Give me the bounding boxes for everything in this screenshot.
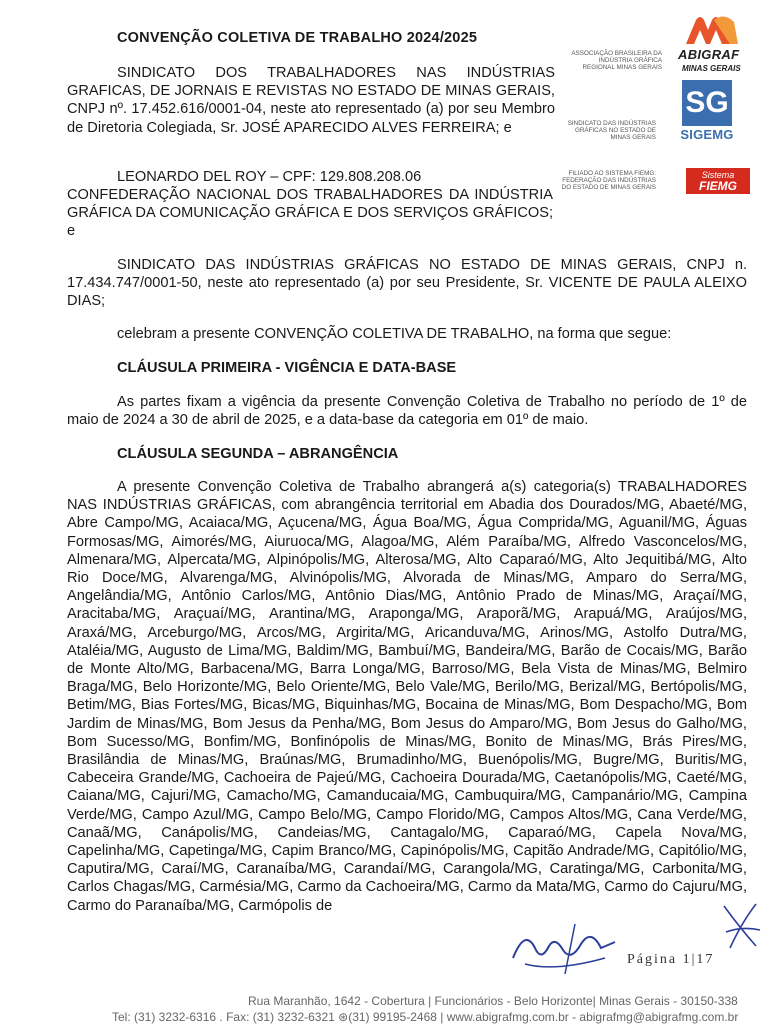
party-paragraph-4: SINDICATO DAS INDÚSTRIAS GRÁFICAS NO ESTADO DE MINAS GERAIS, CNPJ n. 17.434.747/0001-50, neste ato representado (a) por seu Presidente, Sr. VICENTE DE PAULA ALEIXO DIAS;	[67, 257, 747, 310]
sigemg-caption: SINDICATO DAS INDÚSTRIAS GRÁFICAS NO ESTADO DE MINAS GERAIS	[567, 120, 656, 141]
intro-paragraph: celebram a presente CONVENÇÃO COLETIVA DE TRABALHO, na forma que segue:	[117, 326, 672, 342]
footer-contact: Tel: (31) 3232-6316 . Fax: (31) 3232-6321 ⊛(31) 99195-2468 | www.abigrafmg.com.br - abigrafmg@abigrafmg.com.br	[112, 1010, 739, 1024]
abigraf-logo-block	[560, 14, 760, 84]
footer-address: Rua Maranhão, 1642 - Cobertura | Funcionários - Belo Horizonte| Minas Gerais - 30150-338	[248, 994, 738, 1008]
abigraf-name: ABIGRAF	[678, 47, 740, 62]
sigemg-name: SIGEMG	[680, 127, 734, 142]
sigemg-logo-block	[560, 80, 760, 144]
page-number: Página 1|17	[627, 952, 715, 967]
party-paragraph-3: CONFEDERAÇÃO NACIONAL DOS TRABALHADORES DA INDÚSTRIA GRÁFICA DA COMUNICAÇÃO GRÁFICA E DOS SERVIÇOS GRÁFICOS; e	[67, 187, 553, 240]
party-paragraph-2: LEONARDO DEL ROY – CPF: 129.808.208.06	[117, 169, 422, 185]
abigraf-subtitle: MINAS GERAIS	[682, 64, 741, 73]
abigraf-mark-icon	[684, 14, 740, 46]
party-paragraph-1: SINDICATO DOS TRABALHADORES NAS INDÚSTRIAS GRAFICAS, DE JORNAIS E REVISTAS NO ESTADO DE MINAS GERAIS, CNPJ nº. 17.452.616/0001-04, neste ato representado (a) por seu Membro de Diretoria Colegiada, Sr. JOSÉ APARECIDO ALVES FERREIRA; e	[67, 65, 555, 136]
fiemg-line1: Sistema	[701, 170, 735, 180]
signature-icon	[505, 918, 625, 978]
clause-1-heading: CLÁUSULA PRIMEIRA - VIGÊNCIA E DATA-BASE	[117, 360, 457, 376]
clause-2-text: A presente Convenção Coletiva de Trabalho abrangerá a(s) categoria(s) TRABALHADORES NAS INDÚSTRIAS GRÁFICAS, com abrangência territorial em Abadia dos Dourados/MG, Abaeté/MG, Abre Campo/MG, Acaiaca/MG, Açucena/MG, Água Boa/MG, Água Comprida/MG, Aguanil/MG, Águas Formosas/MG, Aimorés/MG, Aiuruoca/MG, Alagoa/MG, Além Paraíba/MG, Alfredo Vasconcelos/MG, Almenara/MG, Alpercata/MG, Alpinópolis/MG, Alterosa/MG, Alto Caparaó/MG, Alto Jequitibá/MG, Alto Rio Doce/MG, Alvarenga/MG, Alvinópolis/MG, Alvorada de Minas/MG, Amparo do Serra/MG, Angelândia/MG, Antônio Carlos/MG, Antônio Dias/MG, Antônio Prado de Minas/MG, Araçaí/MG, Aracitaba/MG, Araçuaí/MG, Arantina/MG, Araponga/MG, Araporã/MG, Arapuá/MG, Araújos/MG, Araxá/MG, Arceburgo/MG, Arcos/MG, Argirita/MG, Aricanduva/MG, Arinos/MG, Astolfo Dutra/MG, Ataléia/MG, Augusto de Lima/MG, Baldim/MG, Bambuí/MG, Bandeira/MG, Barão de Cocais/MG, Barão de Monte Alto/MG, Barbacena/MG, Barra Longa/MG, Barroso/MG, Bela Vista de Minas/MG, Belmiro Braga/MG, Belo Horizonte/MG, Belo Oriente/MG, Belo Vale/MG, Berilo/MG, Berizal/MG, Bertópolis/MG, Betim/MG, Bias Fortes/MG, Bicas/MG, Biquinhas/MG, Bocaina de Minas/MG, Bom Despacho/MG, Bom Jardim de Minas/MG, Bom Jesus da Penha/MG, Bom Jesus do Amparo/MG, Bom Jesus do Galho/MG, Bom Sucesso/MG, Bonfim/MG, Bonfinópolis de Minas/MG, Bonito de Minas/MG, Brás Pires/MG, Brasilândia de Minas/MG, Braúnas/MG, Brumadinho/MG, Buenópolis/MG, Bugre/MG, Buritis/MG, Cabeceira Grande/MG, Cachoeira de Pajeú/MG, Cachoeira Dourada/MG, Caetanópolis/MG, Caeté/MG, Caiana/MG, Cajuri/MG, Camacho/MG, Camanducaia/MG, Cambuquira/MG, Campanário/MG, Campina Verde/MG, Campo Azul/MG, Campo Belo/MG, Campo Florido/MG, Campos Altos/MG, Cana Verde/MG, Canaã/MG, Canápolis/MG, Candeias/MG, Cantagalo/MG, Caparaó/MG, Capela Nova/MG, Capelinha/MG, Capetinga/MG, Capim Branco/MG, Capinópolis/MG, Capitão Andrade/MG, Capitólio/MG, Caputira/MG, Caraí/MG, Caranaíba/MG, Carandaí/MG, Carangola/MG, Caratinga/MG, Carbonita/MG, Carlos Chagas/MG, Carmésia/MG, Carmo da Cachoeira/MG, Carmo da Mata/MG, Carmo do Cajuru/MG, Carmo do Paranaíba/MG, Carmópolis de	[67, 479, 747, 914]
clause-1-text: As partes fixam a vigência da presente Convenção Coletiva de Trabalho no período de 1º de maio de 2024 a 30 de abril de 2025, e a data-base da categoria em 01º de maio.	[67, 394, 747, 429]
clause-2-heading: CLÁUSULA SEGUNDA – ABRANGÊNCIA	[117, 446, 399, 462]
sigemg-mark-icon: SG	[682, 80, 732, 126]
document-title: CONVENÇÃO COLETIVA DE TRABALHO 2024/2025	[117, 30, 478, 46]
fiemg-line2: FIEMG	[699, 179, 737, 193]
abigraf-caption: ASSOCIAÇÃO BRASILEIRA DA INDÚSTRIA GRÁFICA REGIONAL MINAS GERAIS	[571, 50, 662, 71]
fiemg-caption: FILIADO AO SISTEMA FIEMG: FEDERAÇÃO DAS INDÚSTRIAS DO ESTADO DE MINAS GERAIS	[561, 170, 656, 191]
initials-icon	[720, 898, 764, 952]
fiemg-logo-block	[560, 166, 760, 198]
fiemg-logo-icon	[686, 168, 750, 194]
